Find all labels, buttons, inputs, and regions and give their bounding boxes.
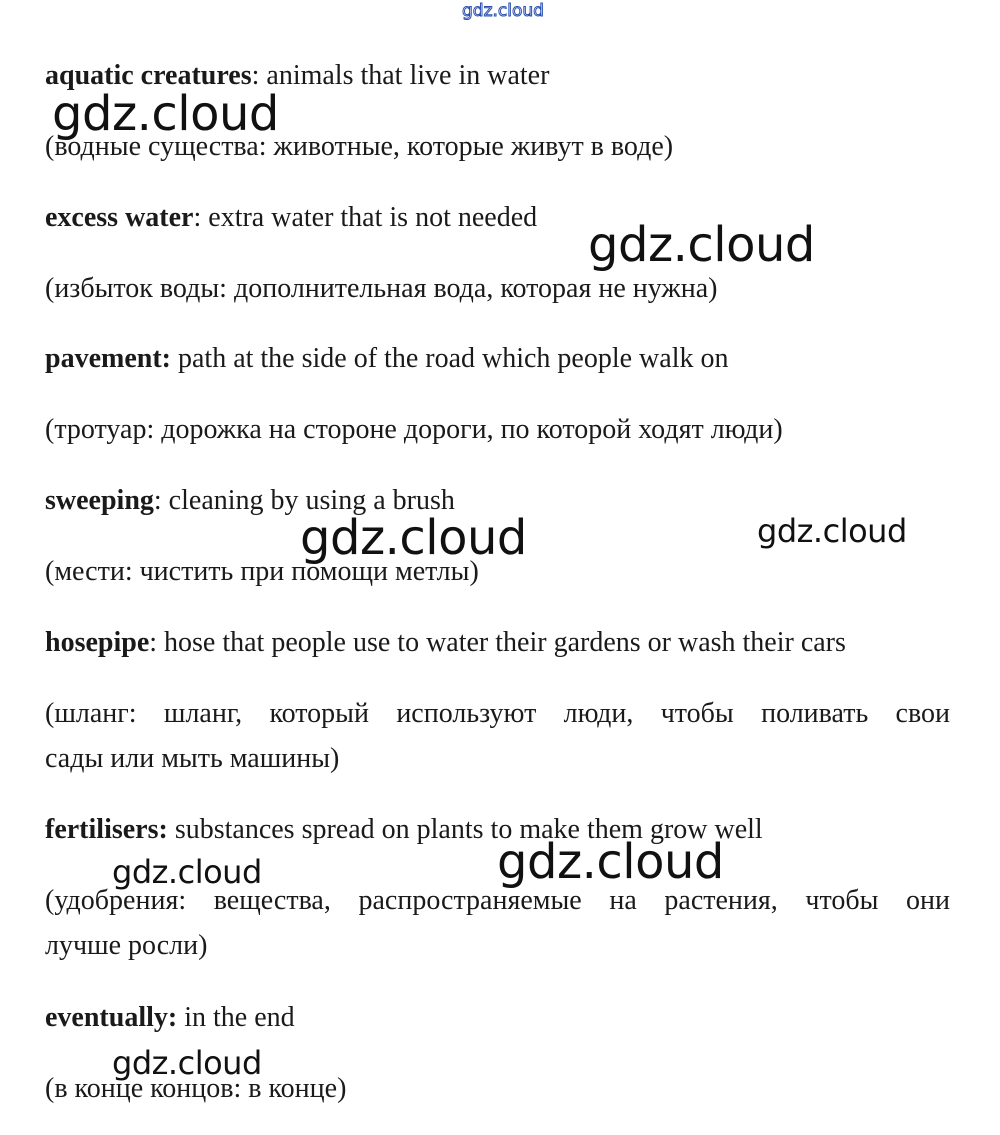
entry-translation: (удобрения: вещества, распространяемые на растения, чтобы они (45, 885, 950, 916)
entry-translation: (мести: чистить при помощи метлы) (45, 556, 479, 587)
entry-term: aquatic creatures (45, 60, 252, 91)
entry-term: sweeping (45, 485, 154, 516)
entry-term: hosepipe (45, 627, 150, 658)
entry-translation: (шланг: шланг, который используют люди, чтобы поливать свои (45, 698, 950, 729)
entry-hosepipe (45, 626, 950, 660)
watermark: gdz.cloud (112, 853, 262, 891)
entry-translation-continued: сады или мыть машины) (45, 743, 340, 774)
watermark-top: gdz.cloud (462, 1, 544, 21)
entry-pavement (45, 342, 950, 376)
watermark: gdz.cloud (112, 1044, 262, 1082)
entry-definition: : animals that live in water (251, 60, 550, 91)
entry-definition: in the end (177, 1002, 295, 1033)
entry-translation: (тротуар: дорожка на стороне дороги, по которой ходят люди) (45, 414, 783, 445)
watermark: gdz.cloud (757, 512, 907, 550)
entry-term: eventually: (45, 1002, 178, 1033)
entry-definition: : extra water that is not needed (193, 202, 538, 233)
entry-definition: : hose that people use to water their gardens or wash their cars (149, 627, 846, 658)
entry-term: fertilisers: (45, 814, 168, 845)
entry-translation: (избыток воды: дополнительная вода, которая не нужна) (45, 273, 718, 304)
entry-term: excess water (45, 202, 194, 233)
watermark: gdz.cloud (497, 834, 724, 890)
entry-definition: substances spread on plants to make them grow well (167, 814, 763, 845)
entry-term: pavement: (45, 343, 171, 374)
entry-eventually (45, 1001, 950, 1035)
entry-definition: path at the side of the road which people walk on (170, 343, 729, 374)
entry-translation: (водные существа: животные, которые живут в воде) (45, 131, 674, 162)
entry-translation-continued: лучше росли) (45, 930, 208, 961)
watermark: gdz.cloud (52, 86, 279, 142)
watermark: gdz.cloud (588, 217, 815, 273)
watermark: gdz.cloud (300, 510, 527, 566)
entry-translation: (в конце концов: в конце) (45, 1073, 347, 1104)
entry-definition: : cleaning by using a brush (153, 485, 455, 516)
